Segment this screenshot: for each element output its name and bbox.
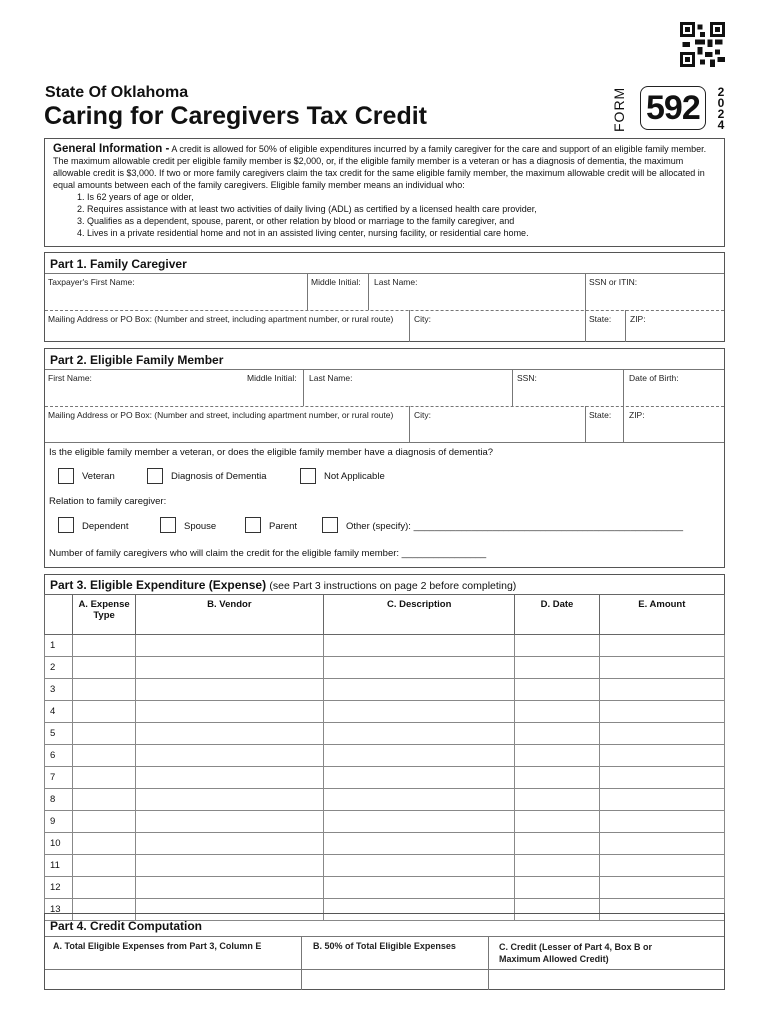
parent-checkbox[interactable] xyxy=(245,517,261,533)
amount-cell[interactable] xyxy=(599,679,724,701)
other-relation-checkbox[interactable] xyxy=(322,517,338,533)
general-text: A credit is allowed for 50% of eligible expenditures incurred by a family caregiver for the care and support of an eligible family member. The maximum allowable credit per eligible family member is $2,000, or, if the eligible family member is a veteran or has a diagnosis of dementia, the maximum allowable credit is $3,000. If two or more family caregivers claim the tax credit for the same eligible family member, the maximum allowable credit will be allocated in equal amounts between each of the family caregivers. Eligible family member means an individual who: xyxy=(53,144,707,190)
description-cell[interactable] xyxy=(324,679,515,701)
caregivers-count-field[interactable]: Number of family caregivers who will claim the credit for the eligible family member: ________________ xyxy=(49,548,487,559)
general-information xyxy=(44,138,725,247)
year-digit: 2 xyxy=(717,107,725,121)
vendor-cell[interactable] xyxy=(135,657,323,679)
part1-section xyxy=(44,252,725,342)
amount-cell[interactable] xyxy=(599,877,724,899)
vendor-cell[interactable] xyxy=(135,701,323,723)
description-cell[interactable] xyxy=(324,811,515,833)
expense-type-cell[interactable] xyxy=(73,723,135,745)
column-header: E. Amount xyxy=(599,595,724,635)
dependent-checkbox[interactable] xyxy=(58,517,74,533)
date-cell[interactable] xyxy=(515,723,599,745)
date-cell[interactable] xyxy=(515,833,599,855)
member-ssn-field[interactable]: SSN: xyxy=(517,373,537,383)
date-cell[interactable] xyxy=(515,635,599,657)
member-first-name-field[interactable]: First Name: xyxy=(48,373,92,383)
expense-type-cell[interactable] xyxy=(73,789,135,811)
part2-title: Part 2. Eligible Family Member xyxy=(50,353,224,367)
form-number: 592 xyxy=(646,89,700,127)
part4-title: Part 4. Credit Computation xyxy=(50,919,203,933)
date-cell[interactable] xyxy=(515,657,599,679)
row-number: 12 xyxy=(45,877,73,899)
description-cell[interactable] xyxy=(324,657,515,679)
vendor-cell[interactable] xyxy=(135,855,323,877)
caregiver-city-field[interactable]: City: xyxy=(414,314,431,324)
veteran-question: Is the eligible family member a veteran, or does the eligible family member have a diagnosis of dementia? xyxy=(49,447,494,458)
member-middle-initial-field[interactable]: Middle Initial: xyxy=(247,373,297,383)
other-relation-field[interactable]: Other (specify): ___________________________________________________ xyxy=(346,521,684,532)
row-number: 6 xyxy=(45,745,73,767)
caregiver-last-name-field[interactable]: Last Name: xyxy=(374,277,418,287)
description-cell[interactable] xyxy=(324,767,515,789)
vendor-cell[interactable] xyxy=(135,811,323,833)
form-title: Caring for Caregivers Tax Credit xyxy=(44,102,427,130)
not-applicable-checkbox[interactable] xyxy=(300,468,316,484)
veteran-checkbox[interactable] xyxy=(58,468,74,484)
total-expenses-label: A. Total Eligible Expenses from Part 3, Column E xyxy=(53,941,262,951)
column-header: B. Vendor xyxy=(135,595,323,635)
part1-title: Part 1. Family Caregiver xyxy=(50,257,187,271)
description-cell[interactable] xyxy=(324,833,515,855)
description-cell[interactable] xyxy=(324,701,515,723)
expense-type-cell[interactable] xyxy=(73,833,135,855)
expense-header-row xyxy=(45,595,725,635)
expense-type-cell[interactable] xyxy=(73,855,135,877)
form-word: FORM xyxy=(611,86,627,132)
member-last-name-field[interactable]: Last Name: xyxy=(309,373,353,383)
credit-field[interactable] xyxy=(489,970,725,990)
dementia-checkbox[interactable] xyxy=(147,468,163,484)
date-cell[interactable] xyxy=(515,701,599,723)
description-cell[interactable] xyxy=(324,789,515,811)
dependent-label: Dependent xyxy=(82,521,129,532)
amount-cell[interactable] xyxy=(599,789,724,811)
description-cell[interactable] xyxy=(324,723,515,745)
half-expenses-label: B. 50% of Total Eligible Expenses xyxy=(313,941,456,951)
table-row xyxy=(45,789,725,811)
member-state-field[interactable]: State: xyxy=(589,410,612,420)
eligibility-item: 1. Is 62 years of age or older, xyxy=(87,191,716,203)
row-number: 4 xyxy=(45,701,73,723)
part3-title: Part 3. Eligible Expenditure (Expense) xyxy=(50,578,267,592)
state-name: State Of Oklahoma xyxy=(45,84,189,101)
part3-title-wrap xyxy=(50,578,516,592)
row-number: 13 xyxy=(45,899,73,921)
amount-cell[interactable] xyxy=(599,745,724,767)
half-expenses-field[interactable] xyxy=(302,970,488,990)
caregiver-address-field[interactable]: Mailing Address or PO Box: (Number and street, including apartment number, or rural route) xyxy=(48,314,394,324)
amount-cell[interactable] xyxy=(599,855,724,877)
expense-type-cell[interactable] xyxy=(73,657,135,679)
date-cell[interactable] xyxy=(515,767,599,789)
spouse-checkbox[interactable] xyxy=(160,517,176,533)
vendor-cell[interactable] xyxy=(135,789,323,811)
amount-cell[interactable] xyxy=(599,635,724,657)
form-year xyxy=(714,87,728,131)
date-cell[interactable] xyxy=(515,789,599,811)
expense-type-cell[interactable] xyxy=(73,701,135,723)
amount-cell[interactable] xyxy=(599,767,724,789)
expense-type-cell[interactable] xyxy=(73,811,135,833)
amount-cell[interactable] xyxy=(599,701,724,723)
parent-label: Parent xyxy=(269,521,297,532)
expense-table xyxy=(44,594,725,921)
row-number: 3 xyxy=(45,679,73,701)
table-row xyxy=(45,657,725,679)
date-cell[interactable] xyxy=(515,679,599,701)
expense-type-cell[interactable] xyxy=(73,679,135,701)
expense-type-cell[interactable] xyxy=(73,767,135,789)
amount-cell[interactable] xyxy=(599,723,724,745)
table-row xyxy=(45,855,725,877)
caregiver-ssn-field[interactable]: SSN or ITIN: xyxy=(589,277,638,287)
row-number: 8 xyxy=(45,789,73,811)
part3-header xyxy=(44,574,725,595)
row-number: 11 xyxy=(45,855,73,877)
vendor-cell[interactable] xyxy=(135,745,323,767)
description-cell[interactable] xyxy=(324,745,515,767)
eligibility-item: 3. Qualifies as a dependent, spouse, parent, or other relation by blood or marriage to the family caregiver, and xyxy=(87,215,716,227)
caregiver-middle-initial-field[interactable]: Middle Initial: xyxy=(311,277,361,287)
expense-type-cell[interactable] xyxy=(73,877,135,899)
column-header: D. Date xyxy=(515,595,599,635)
expense-type-cell[interactable] xyxy=(73,745,135,767)
general-heading: General Information - xyxy=(53,143,170,155)
vendor-cell[interactable] xyxy=(135,679,323,701)
credit-label: C. Credit (Lesser of Part 4, Box B or Maximum Allowed Credit) xyxy=(499,942,653,964)
member-address-field[interactable]: Mailing Address or PO Box: (Number and street, including apartment number, or rural route) xyxy=(48,410,394,420)
table-row xyxy=(45,635,725,657)
row-number: 1 xyxy=(45,635,73,657)
not-applicable-label: Not Applicable xyxy=(324,471,385,482)
date-cell[interactable] xyxy=(515,811,599,833)
total-expenses-field[interactable] xyxy=(45,970,301,990)
part3-note: (see Part 3 instructions on page 2 before completing) xyxy=(269,580,517,592)
row-number: 7 xyxy=(45,767,73,789)
column-header: A. Expense Type xyxy=(73,595,135,635)
description-cell[interactable] xyxy=(324,877,515,899)
taxpayer-first-name-field[interactable]: Taxpayer's First Name: xyxy=(48,277,135,287)
eligibility-item: 2. Requires assistance with at least two activities of daily living (ADL) as certified by a licensed health care provider, xyxy=(87,203,716,215)
table-row xyxy=(45,767,725,789)
table-row xyxy=(45,701,725,723)
date-cell[interactable] xyxy=(515,745,599,767)
spouse-label: Spouse xyxy=(184,521,217,532)
eligibility-item: 4. Lives in a private residential home and not in an assisted living center, nursing facility, or residential care home. xyxy=(87,227,716,239)
date-cell[interactable] xyxy=(515,855,599,877)
veteran-label: Veteran xyxy=(82,471,115,482)
table-row xyxy=(45,833,725,855)
expense-type-cell[interactable] xyxy=(73,635,135,657)
table-row xyxy=(45,811,725,833)
table-row xyxy=(45,877,725,899)
column-header: C. Description xyxy=(324,595,515,635)
date-cell[interactable] xyxy=(515,877,599,899)
amount-cell[interactable] xyxy=(599,657,724,679)
year-digit: 2 xyxy=(717,85,725,99)
row-number: 5 xyxy=(45,723,73,745)
table-row xyxy=(45,723,725,745)
amount-cell[interactable] xyxy=(599,833,724,855)
amount-cell[interactable] xyxy=(599,811,724,833)
vendor-cell[interactable] xyxy=(135,635,323,657)
expense-table-body xyxy=(45,635,725,921)
relation-label: Relation to family caregiver: xyxy=(49,496,167,507)
member-city-field[interactable]: City: xyxy=(414,410,431,420)
table-row xyxy=(45,679,725,701)
part4-section xyxy=(44,913,725,990)
description-cell[interactable] xyxy=(324,635,515,657)
vendor-cell[interactable] xyxy=(135,833,323,855)
eligibility-list xyxy=(75,191,716,239)
description-cell[interactable] xyxy=(324,855,515,877)
vendor-cell[interactable] xyxy=(135,877,323,899)
member-dob-field[interactable]: Date of Birth: xyxy=(629,373,679,383)
part2-section xyxy=(44,348,725,568)
dementia-label: Diagnosis of Dementia xyxy=(171,471,267,482)
row-number: 10 xyxy=(45,833,73,855)
vendor-cell[interactable] xyxy=(135,767,323,789)
row-number: 9 xyxy=(45,811,73,833)
caregiver-state-field[interactable]: State: xyxy=(589,314,612,324)
caregiver-zip-field[interactable]: ZIP: xyxy=(630,314,646,324)
vendor-cell[interactable] xyxy=(135,723,323,745)
member-zip-field[interactable]: ZIP: xyxy=(629,410,645,420)
year-digit: 0 xyxy=(717,96,725,110)
row-number: 2 xyxy=(45,657,73,679)
table-row xyxy=(45,745,725,767)
row-number-header xyxy=(45,595,73,635)
qr-code-icon xyxy=(680,22,725,67)
year-digit: 4 xyxy=(717,118,725,132)
